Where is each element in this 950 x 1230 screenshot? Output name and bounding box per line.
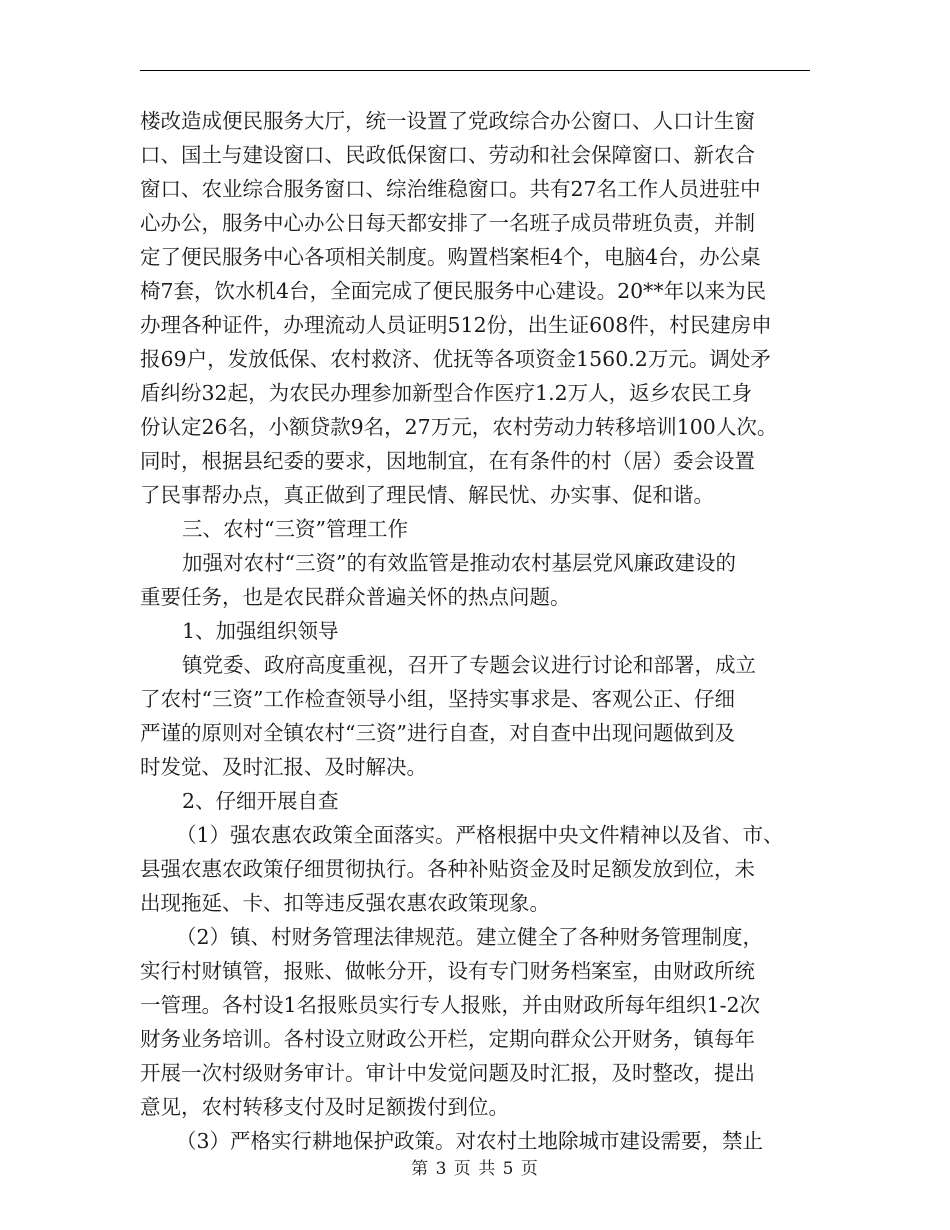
text-line: 时发觉、及时汇报、及时解决。: [140, 755, 427, 779]
text-line: 财务业务培训。各村设立财政公开栏，定期向群众公开财务，镇每年: [140, 1027, 755, 1051]
text-line: 严谨的原则对全镇农村“三资”进行自查，对自查中出现问题做到及: [140, 721, 735, 745]
text-line: 同时，根据县纪委的要求，因地制宜，在有条件的村（居）委会设置: [140, 449, 755, 473]
text-line: 口、国土与建设窗口、民政低保窗口、劳动和社会保障窗口、新农合: [140, 143, 755, 167]
text-line: 县强农惠农政策仔细贯彻执行。各种补贴资金及时足额发放到位，未: [140, 857, 755, 881]
text-line: 2、仔细开展自查: [182, 789, 339, 813]
header-rule: [140, 70, 810, 71]
text-line: 一管理。各村设1名报账员实行专人报账，并由财政所每年组织1-2次: [140, 993, 761, 1017]
text-line: 心办公，服务中心办公日每天都安排了一名班子成员带班负责，并制: [140, 211, 755, 235]
text-line: （1）强农惠农政策全面落实。严格根据中央文件精神以及省、市、: [176, 823, 784, 847]
text-line: 楼改造成便民服务大厅，统一设置了党政综合办公窗口、人口计生窗: [140, 109, 755, 133]
text-line: 镇党委、政府高度重视，召开了专题会议进行讨论和部署，成立: [182, 653, 756, 677]
page-footer: 第 3 页 共 5 页: [411, 1159, 539, 1179]
text-line: 了民事帮办点，真正做到了理民情、解民忧、办实事、促和谐。: [140, 483, 714, 507]
text-line: 椅7套，饮水机4台，全面完成了便民服务中心建设。20**年以来为民: [140, 279, 767, 303]
text-line: 盾纠纷32起，为农民办理参加新型合作医疗1.2万人，返乡农民工身: [140, 381, 753, 405]
text-line: 意见，农村转移支付及时足额拨付到位。: [140, 1095, 509, 1119]
body-text: [140, 104, 812, 1158]
text-line: 份认定26名，小额贷款9名，27万元，农村劳动力转移培训100人次。: [140, 415, 778, 439]
text-line: 报69户，发放低保、农村救济、优抚等各项资金1560.2万元。调处矛: [140, 347, 771, 371]
text-line: 办理各种证件，办理流动人员证明512份，出生证608件，村民建房申: [140, 313, 772, 337]
text-line: 实行村财镇管，报账、做帐分开，设有专门财务档案室，由财政所统: [140, 959, 755, 983]
text-line: 加强对农村“三资”的有效监管是推动农村基层党风廉政建设的: [182, 551, 736, 575]
text-line: 出现拖延、卡、扣等违反强农惠农政策现象。: [140, 891, 550, 915]
text-line: 重要任务，也是农民群众普遍关怀的热点问题。: [140, 585, 571, 609]
text-line: （2）镇、村财务管理法律规范。建立健全了各种财务管理制度，: [176, 925, 764, 949]
text-line: 窗口、农业综合服务窗口、综治维稳窗口。共有27名工作人员进驻中: [140, 177, 761, 201]
text-line: （3）严格实行耕地保护政策。对农村土地除城市建设需要，禁止: [176, 1129, 764, 1153]
text-line: 开展一次村级财务审计。审计中发觉问题及时汇报，及时整改，提出: [140, 1061, 755, 1085]
text-line: 了农村“三资”工作检查领导小组，坚持实事求是、客观公正、仔细: [140, 687, 735, 711]
text-line: 1、加强组织领导: [182, 619, 339, 643]
text-line: 三、农村“三资”管理工作: [182, 517, 408, 541]
text-line: 定了便民服务中心各项相关制度。购置档案柜4个，电脑4台，办公桌: [140, 245, 761, 269]
